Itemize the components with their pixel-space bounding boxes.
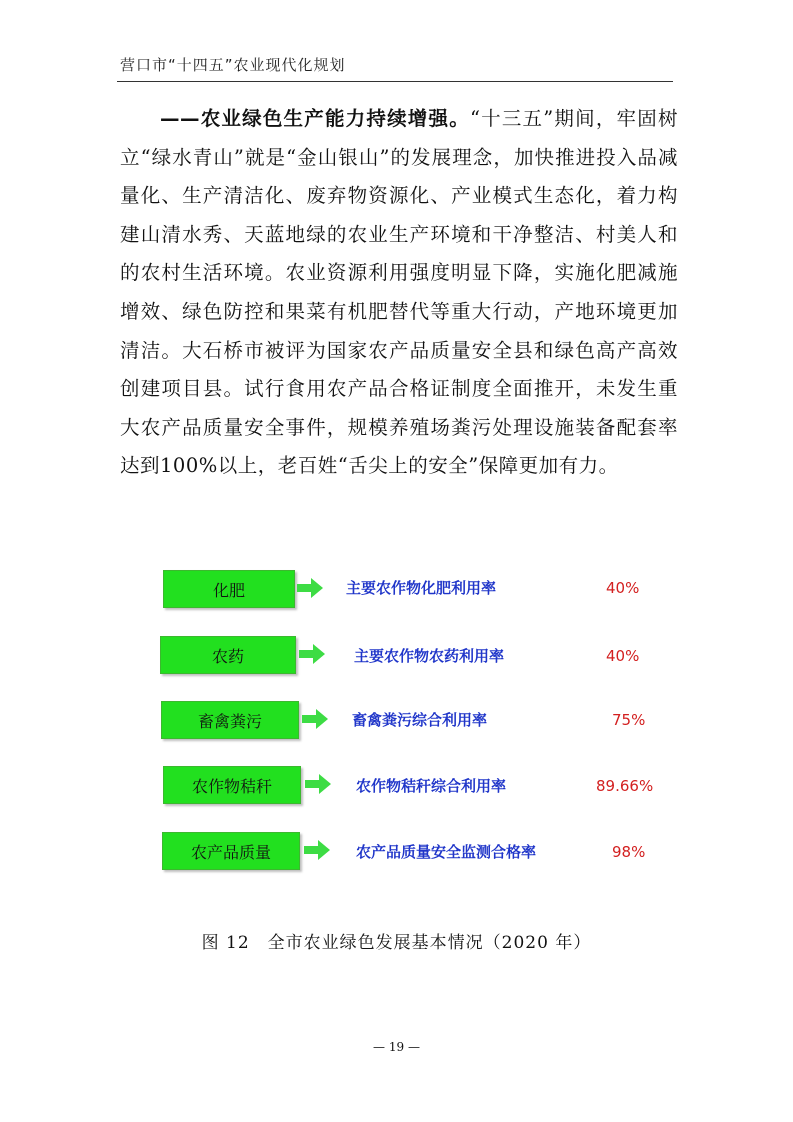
category-box: 农药 [160, 636, 296, 674]
running-header: 营口市“十四五”农业现代化规划 [120, 56, 346, 74]
right-arrow-icon [305, 774, 331, 794]
right-arrow-icon [304, 840, 330, 860]
metric-label: 农产品质量安全监测合格率 [356, 843, 537, 861]
paragraph-text: “十三五”期间，牢固树立“绿水青山”就是“金山银山”的发展理念，加快推进投入品减量化、生产清洁化、废弃物资源化、产业模式生态化，着力构建山清水秀、天蓝地绿的农业生产环境和干净整洁、村美人和的农村生活环境。农业资源利用强度明显下降，实施化肥减施增效、绿色防控和果菜有机肥替代等重大行动，产地环境更加清洁。大石桥市被评为国家农产品质量安全县和绿色高产高效创建项目县。试行食用农产品合格证制度全面推开，未发生重大农产品质量安全事件，规模养殖场粪污处理设施装备配套率达到100%以上，老百姓“舌尖上的安全”保障更加有力。 [120, 107, 678, 478]
header-rule [117, 81, 673, 82]
infographic-row-product-quality [0, 830, 793, 870]
category-box: 农作物秸秆 [163, 766, 301, 804]
right-arrow-icon [297, 578, 323, 598]
page-number: — 19 — [373, 1040, 420, 1054]
metric-value: 40% [606, 647, 640, 665]
right-arrow-icon [302, 709, 328, 729]
body-paragraph [120, 100, 678, 486]
category-box: 化肥 [163, 570, 295, 608]
metric-value: 75% [612, 711, 646, 729]
metric-label: 农作物秸秆综合利用率 [356, 777, 507, 795]
infographic-row-manure [0, 699, 793, 739]
metric-label: 主要农作物化肥利用率 [346, 579, 497, 597]
metric-label: 畜禽粪污综合利用率 [352, 711, 488, 729]
right-arrow-icon [299, 644, 325, 664]
metric-value: 98% [612, 843, 646, 861]
paragraph-lead: ——农业绿色生产能力持续增强。 [160, 107, 470, 130]
infographic-row-straw [0, 764, 793, 804]
infographic-row-pesticide [0, 634, 793, 674]
metric-label: 主要农作物农药利用率 [354, 647, 505, 665]
infographic-row-fertilizer [0, 568, 793, 608]
metric-value: 40% [606, 579, 640, 597]
metric-value: 89.66% [596, 777, 654, 795]
figure-caption: 图 12 全市农业绿色发展基本情况（2020 年） [201, 933, 592, 953]
category-box: 农产品质量 [162, 832, 300, 870]
category-box: 畜禽粪污 [161, 701, 299, 739]
